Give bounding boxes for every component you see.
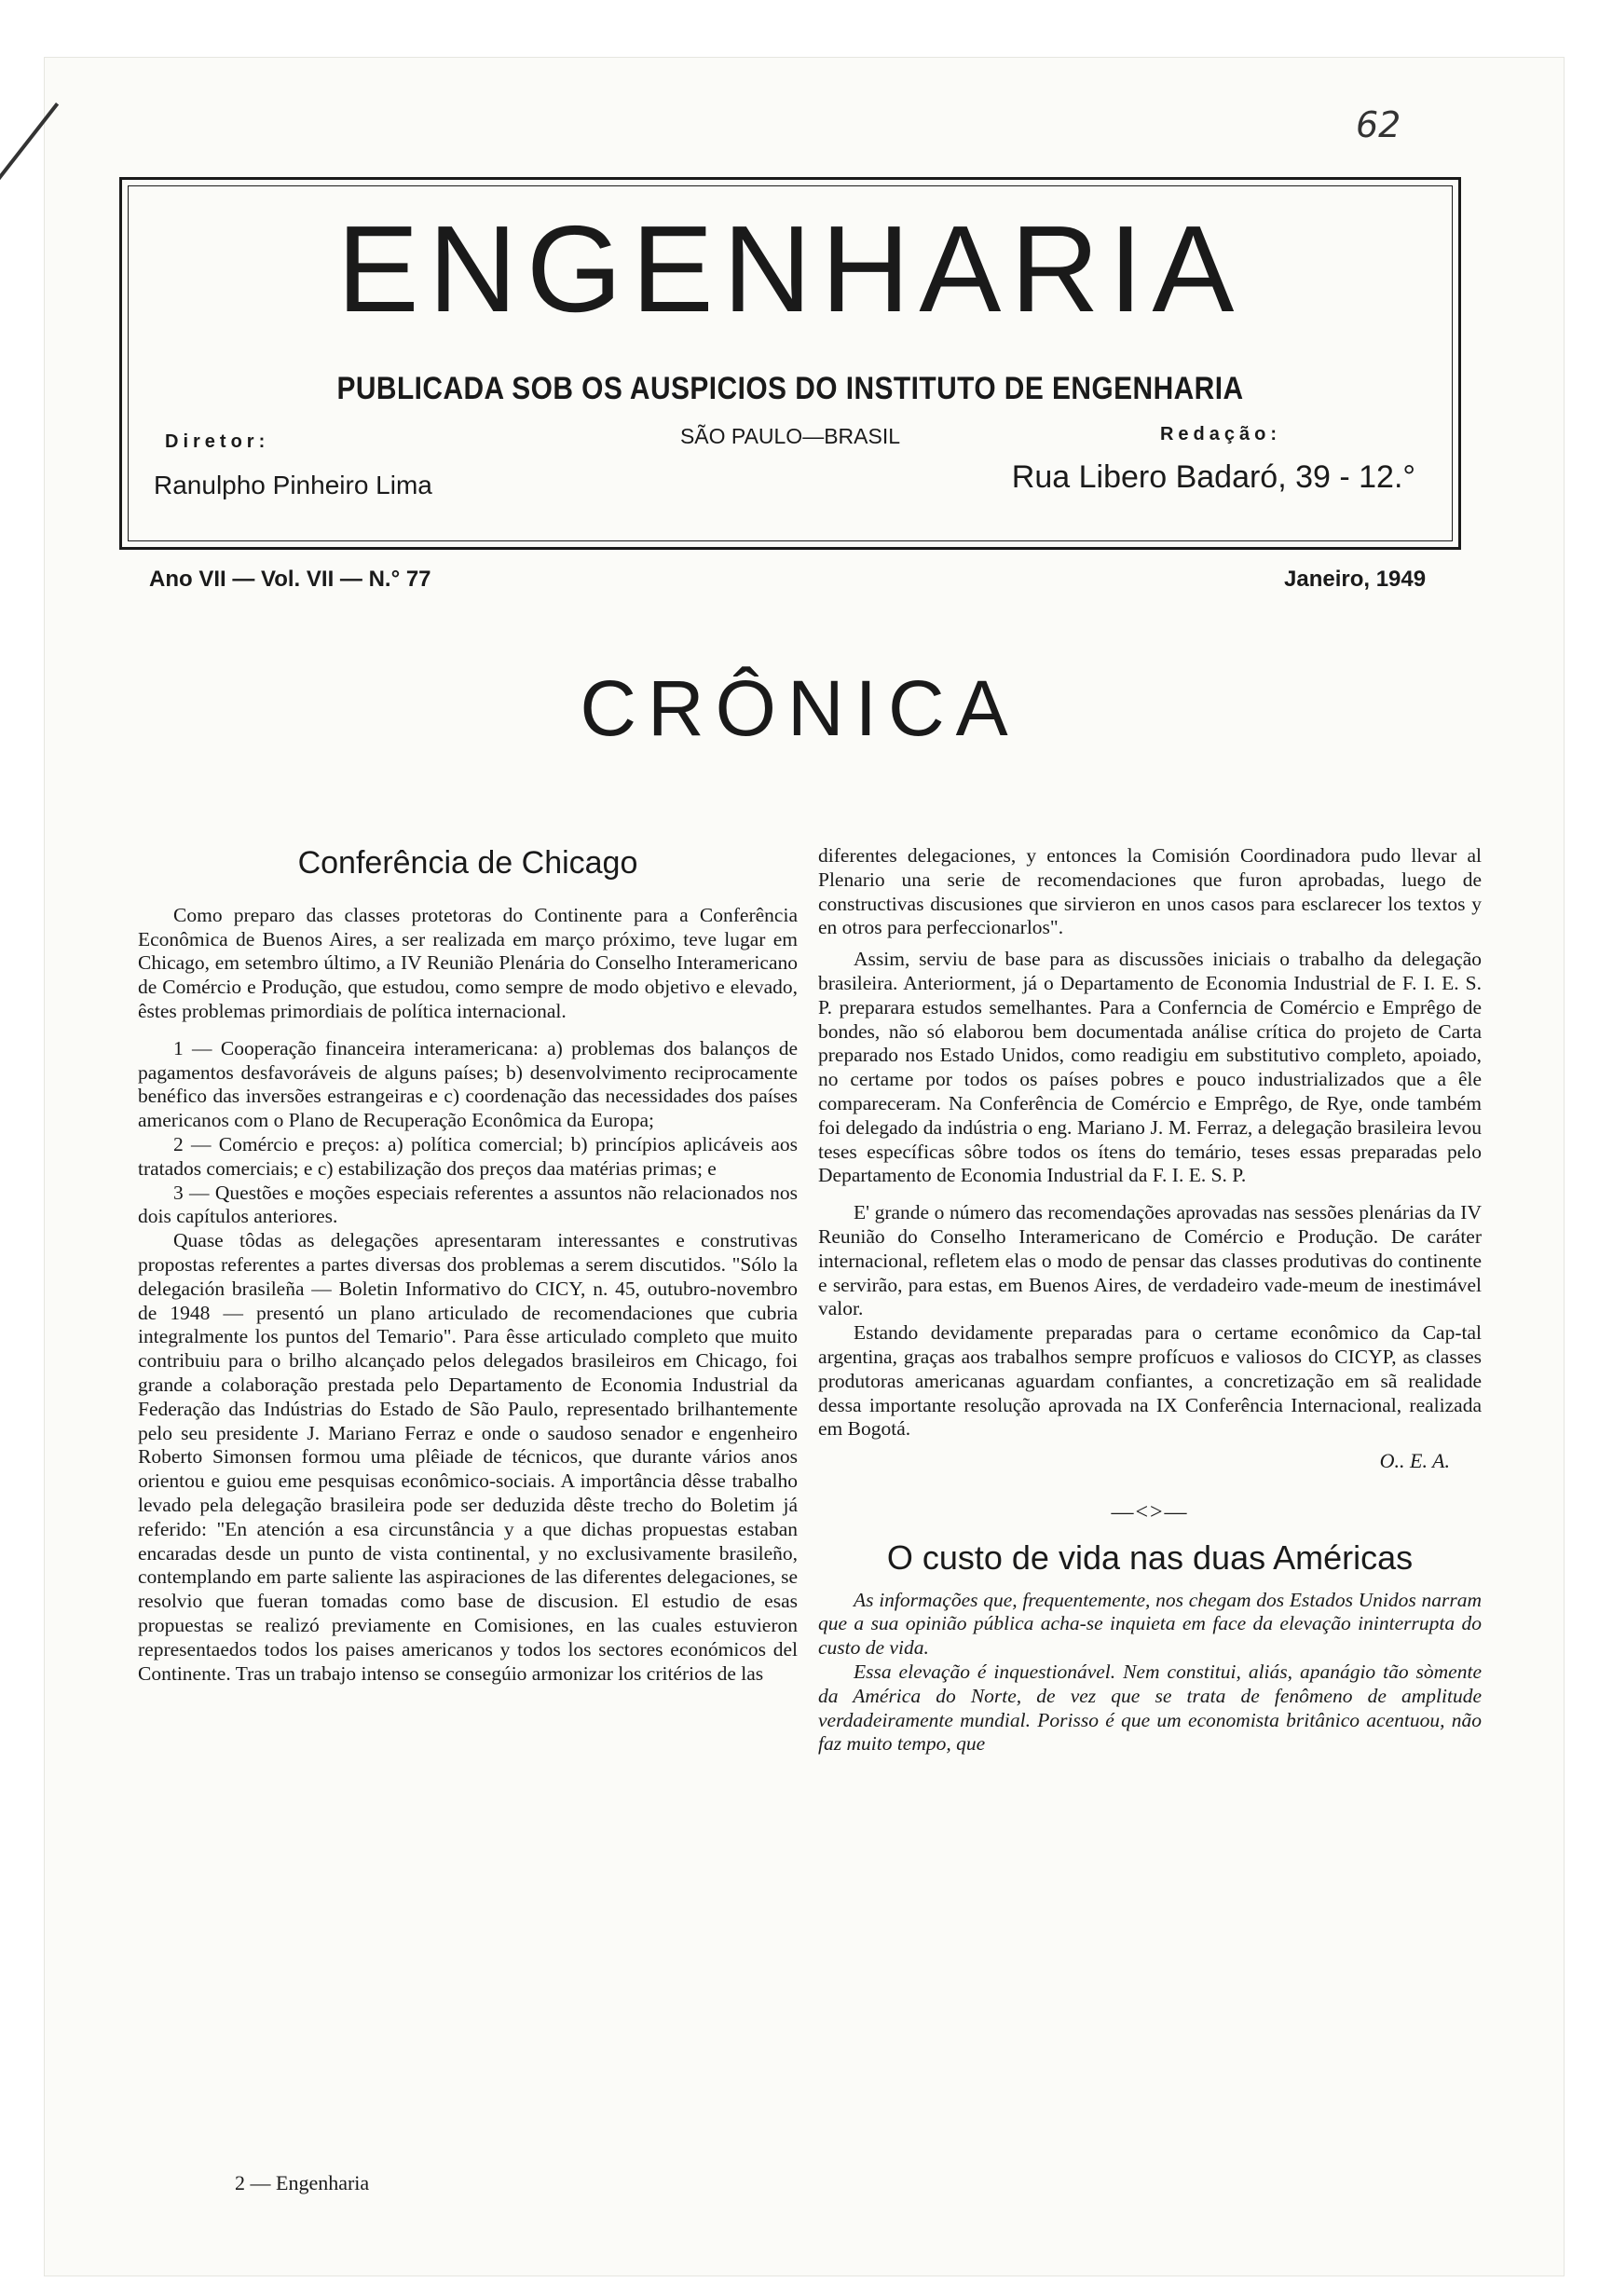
journal-subtitle: PUBLICADA SOB OS AUSPICIOS DO INSTITUTO DE ENGENHARIA	[336, 371, 1244, 406]
column-right	[818, 844, 1482, 1756]
paragraph: Quase tôdas as delegações apresentaram interessantes e construtivas propostas referentes a partes diversas dos problemas a serem discutidos. "Sólo la delegación brasileña — Boletin Informativo do CICY, n. 45, outubro-novembro de 1948 — presentó un plano articulado de recomendaciones que cubria integralmente los puntos del Temario". Para êsse articulado completo que muito contribuiu para o brilho alcançado pelos delegados brasileiros em Chicago, foi grande a colaboração prestada pelo Departamento de Economia Industrial da Federação das Indústrias do Estado de São Paulo, representado brilhantemente pelo seu presidente J. Mariano Ferraz e onde o saudoso senador e engenheiro Roberto Simonsen formou uma plêiade de técnicos, que durante vários anos orientou e guiou eme pesquisas econômico-sociais. A importância dêsse trabalho levado pela delegação brasileira pode ser deduzida dêste trecho do Boletim já referido: "En atención a esa circunstância y a que dichas propuestas estaban encaradas desde un punto de vista continental, y no exclusivamente brasileño, contemplando em parte saliente las aspiraciones de las diferentes delegaciones, se resolvio que fueran tomadas como base de discusion. El estudio de esas propuestas se realizó previamente en Comisiones, en las cuales estuvieron representaedos todos los paises americanos y todos los sectores económicos del Continente. Tras un trabajo intenso se consegúio armonizar los critérios de las	[138, 1229, 798, 1685]
director-label: Diretor:	[165, 431, 270, 452]
paragraph: Como preparo das classes protetoras do Continente para a Conferência Econômica de Buenos Aires, a ser realizada em março próximo, teve lugar em Chicago, em setembro último, a IV Reunião Plenária do Conselho Interamericano de Comércio e Produção, que estudou, como sempre de modo objetivo e elevado, êstes problemas primordiais de política internacional.	[138, 903, 798, 1022]
paragraph: Estando devidamente preparadas para o certame econômico da Cap-tal argentina, graças aos trabalhos sempre profícuos e valiosos do CICYP, as classes produtoras americanas aguardam confiantes, a concretização em sã realidade dessa importante resolução aprovada na IX Conferência Internacional, realizada em Bogotá.	[818, 1321, 1482, 1441]
director-name: Ranulpho Pinheiro Lima	[154, 471, 432, 499]
editorial-address: Rua Libero Badaró, 39 - 12.°	[1011, 459, 1415, 495]
article-title: Conferência de Chicago	[297, 845, 638, 881]
section-title: CRÔNICA	[580, 664, 1019, 752]
issue-volume: Ano VII — Vol. VII — N.° 77	[149, 567, 431, 592]
paragraph: Essa elevação é inquestionável. Nem constitui, aliás, apanágio tão sòmente da América do Norte, de vez que se trata de fenômeno de amplitude verdadeiramente mundial. Porisso é que um economista britânico acentuou, não faz muito tempo, que	[818, 1660, 1482, 1756]
editorial-label: Redação:	[1159, 424, 1281, 444]
paragraph: Assim, serviu de base para as discussões iniciais o trabalho da delegação brasileira. Anteriorment, já o Departamento de Economia Industrial de F. I. E. S. P. preparara estudos semelhantes. Para a Conferncia de Comércio e Emprêgo de bondes, não só elaborou bem documentada análise crítica do projeto de Carta preparado nos Estado Unidos, como readigiu em substitutivo completo, apoiado, no certame por todos os países pobres e pouco industrializados que a êle compareceram. Na Conferência de Comércio e Emprêgo, de Rye, onde também foi delegado da indústria o eng. Mariano J. M. Ferraz, a delegação brasileira levou teses específicas sôbre todos os ítens do temário, teses essas preparadas pelo Departamento de Economia Industrial da F. I. E. S. P.	[818, 948, 1482, 1187]
paragraph: 1 — Cooperação financeira interamericana: a) problemas dos balanços de pagamentos desfavoráveis de alguns países; b) desenvolvimento reciprocamente benéfico das inversões estrangeiras e c) coordenação das necessidades dos países americanos com o Plano de Recuperação Econômica da Europa;	[138, 1036, 798, 1132]
issue-date: Janeiro, 1949	[1284, 567, 1427, 592]
handwritten-page-number: 62	[1356, 104, 1401, 145]
paragraph: 3 — Questões e moções especiais referentes a assuntos não relacionados nos dois capítulos anteriores.	[138, 1181, 798, 1228]
paragraph: E' grande o número das recomendações aprovadas nas sessões plenárias da IV Reunião do Conselho Interamericano de Comércio e Produção. De caráter internacional, refletem elas o modo de pensar das classes produtivas do continente e servirão, para estas, em Buenos Aires, de verdadeiro vade-meum de inestimável valor.	[818, 1201, 1482, 1320]
article-signature: O.. E. A.	[1379, 1449, 1450, 1473]
journal-title: ENGENHARIA	[336, 200, 1244, 337]
paragraph: As informações que, frequentemente, nos chegam dos Estados Unidos narram que a sua opinião pública acha-se inquieta em face da elevação ininterrupta do custo de vida.	[818, 1588, 1482, 1660]
paragraph: 2 — Comércio e preços: a) política comercial; b) princípios aplicáveis aos tratados comerciais; e c) estabilização dos preços daa matérias primas; e	[138, 1132, 798, 1180]
masthead	[119, 177, 1461, 550]
article-title: O custo de vida nas duas Américas	[886, 1538, 1414, 1577]
separator-ornament: —<>—	[1111, 1499, 1189, 1524]
paragraph: diferentes delegaciones, y entonces la Comisión Coordinadora pudo llevar al Plenario una serie de recomendaciones que furon aprobadas, luego de constructivas discusiones que sirvieron en unos casos para esclarecer los textos y en otros para perfeccionarlos".	[818, 844, 1482, 939]
page-footer: 2 — Engenharia	[235, 2171, 370, 2194]
city: SÃO PAULO—BRASIL	[679, 424, 901, 448]
column-left	[138, 844, 798, 1686]
article-body	[818, 1589, 1482, 1757]
